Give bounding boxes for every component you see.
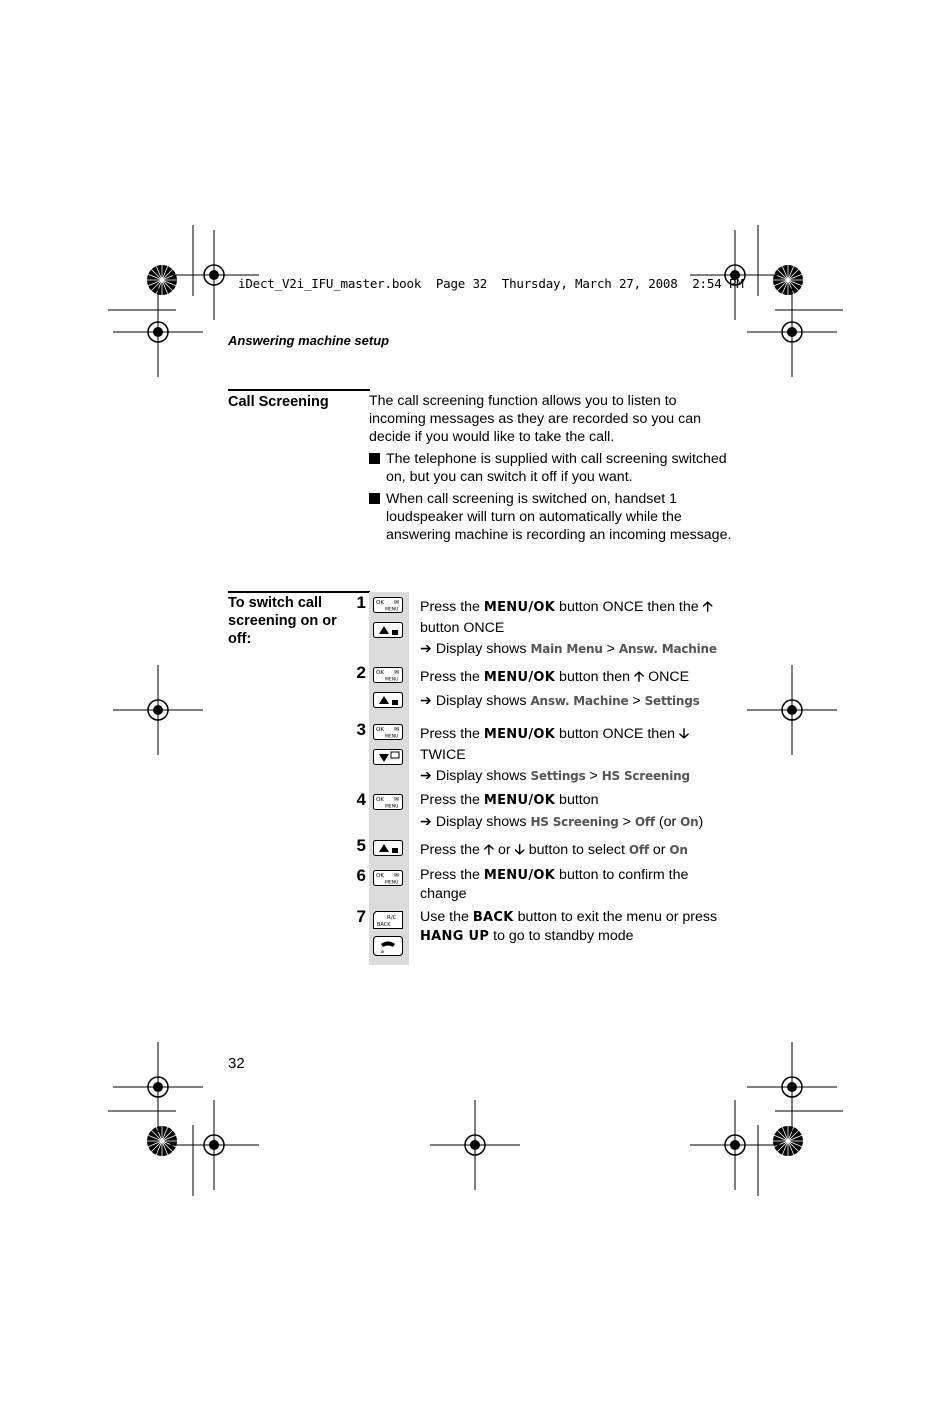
svg-text:OK: OK	[376, 873, 384, 879]
back-key-icon	[373, 911, 403, 929]
svg-text:OK: OK	[376, 670, 384, 676]
svg-text:MENU: MENU	[385, 607, 399, 613]
up-arrow-icon: 🡡	[702, 599, 713, 615]
up-key-icon	[373, 840, 403, 856]
svg-text:BACK: BACK	[377, 922, 391, 928]
page-number: 32	[228, 1055, 245, 1072]
ok-menu-key-icon	[373, 794, 403, 810]
ok-menu-key-icon	[373, 870, 403, 886]
result-arrow-icon: ➔	[420, 641, 436, 657]
step-display-result: ➔ Display shows Answ. Machine > Settings	[420, 693, 700, 709]
step-instruction: Press the MENU/OK button ONCE then the 🡡 button ONCE	[420, 599, 713, 636]
step-display-result: ➔ Display shows HS Screening > Off (or On)	[420, 814, 704, 830]
heading-rule	[228, 389, 370, 391]
down-arrow-icon: 🡣	[678, 726, 690, 742]
header-file: iDect_V2i_IFU_master.book	[238, 276, 422, 291]
up-arrow-icon: 🡡	[483, 842, 495, 858]
step-number: 5	[356, 836, 366, 855]
svg-text:MENU: MENU	[385, 804, 399, 810]
svg-text:MENU: MENU	[385, 734, 399, 740]
step-number: 1	[356, 593, 366, 612]
svg-text:✉: ✉	[394, 726, 400, 733]
step-display-result: ➔ Display shows Main Menu > Answ. Machine	[420, 641, 717, 657]
step-instruction: Use the BACK button to exit the menu or press HANG UP to go to standby mode	[420, 909, 718, 944]
key-icon-column	[369, 592, 409, 965]
down-key-icon	[373, 749, 403, 765]
svg-text:OK: OK	[376, 727, 384, 733]
bullet-item: When call screening is switched on, handset 1 loudspeaker will turn on automatically while the answering machine is recording an incoming message.	[369, 490, 746, 544]
step-number: 4	[356, 790, 366, 809]
step-instruction: Press the MENU/OK button then 🡡 ONCE	[420, 669, 690, 685]
svg-text:OK: OK	[376, 797, 384, 803]
call-screening-heading: Call Screening	[228, 394, 329, 410]
ok-menu-key-icon	[373, 597, 403, 613]
down-arrow-icon: 🡣	[514, 842, 525, 858]
step-number: 6	[356, 866, 366, 885]
svg-text:R/C: R/C	[387, 915, 397, 921]
svg-text:OK: OK	[376, 600, 384, 606]
result-arrow-icon: ➔	[420, 768, 436, 784]
header-date: Thursday, March 27, 2008	[501, 276, 678, 291]
step-instruction: Press the 🡡 or 🡣 button to select Off or On	[420, 842, 688, 858]
header-page: Page 32	[435, 276, 488, 291]
header-time: 2:54 PM	[692, 276, 744, 291]
svg-text:✉: ✉	[394, 796, 400, 803]
result-arrow-icon: ➔	[420, 693, 436, 709]
step-instruction: Press the MENU/OK button to confirm the change	[420, 867, 689, 902]
hang-up-key-icon	[373, 936, 403, 956]
svg-text:✉: ✉	[394, 599, 400, 606]
ok-menu-key-icon	[373, 724, 403, 740]
svg-text:MENU: MENU	[385, 677, 399, 683]
print-header	[238, 276, 744, 291]
step-number: 3	[356, 720, 366, 739]
step-number: 7	[356, 907, 366, 926]
svg-text:⌀: ⌀	[381, 949, 385, 955]
up-key-icon	[373, 622, 403, 638]
step-number: 2	[356, 663, 366, 682]
svg-text:MENU: MENU	[385, 880, 399, 886]
up-arrow-icon: 🡡	[634, 669, 645, 685]
svg-text:✉: ✉	[394, 872, 400, 879]
section-title: Answering machine setup	[228, 333, 390, 348]
switch-heading: To switch call screening on or off:	[228, 595, 337, 647]
up-key-icon	[373, 692, 403, 708]
step-instruction: Press the MENU/OK button	[420, 792, 599, 808]
bullet-item: The telephone is supplied with call screening switched on, but you can switch it off if you want.	[369, 450, 746, 486]
step-display-result: ➔ Display shows Settings > HS Screening	[420, 768, 690, 784]
step-instruction: Press the MENU/OK button ONCE then 🡣 TWICE	[420, 726, 690, 763]
bullet-square	[369, 453, 380, 464]
ok-menu-key-icon	[373, 667, 403, 683]
call-screening-intro: The call screening function allows you to listen to incoming messages as they are recorded so you can decide if you would like to take the call.	[369, 393, 702, 445]
result-arrow-icon: ➔	[420, 814, 436, 830]
bullet-square	[369, 493, 380, 504]
svg-text:✉: ✉	[394, 669, 400, 676]
